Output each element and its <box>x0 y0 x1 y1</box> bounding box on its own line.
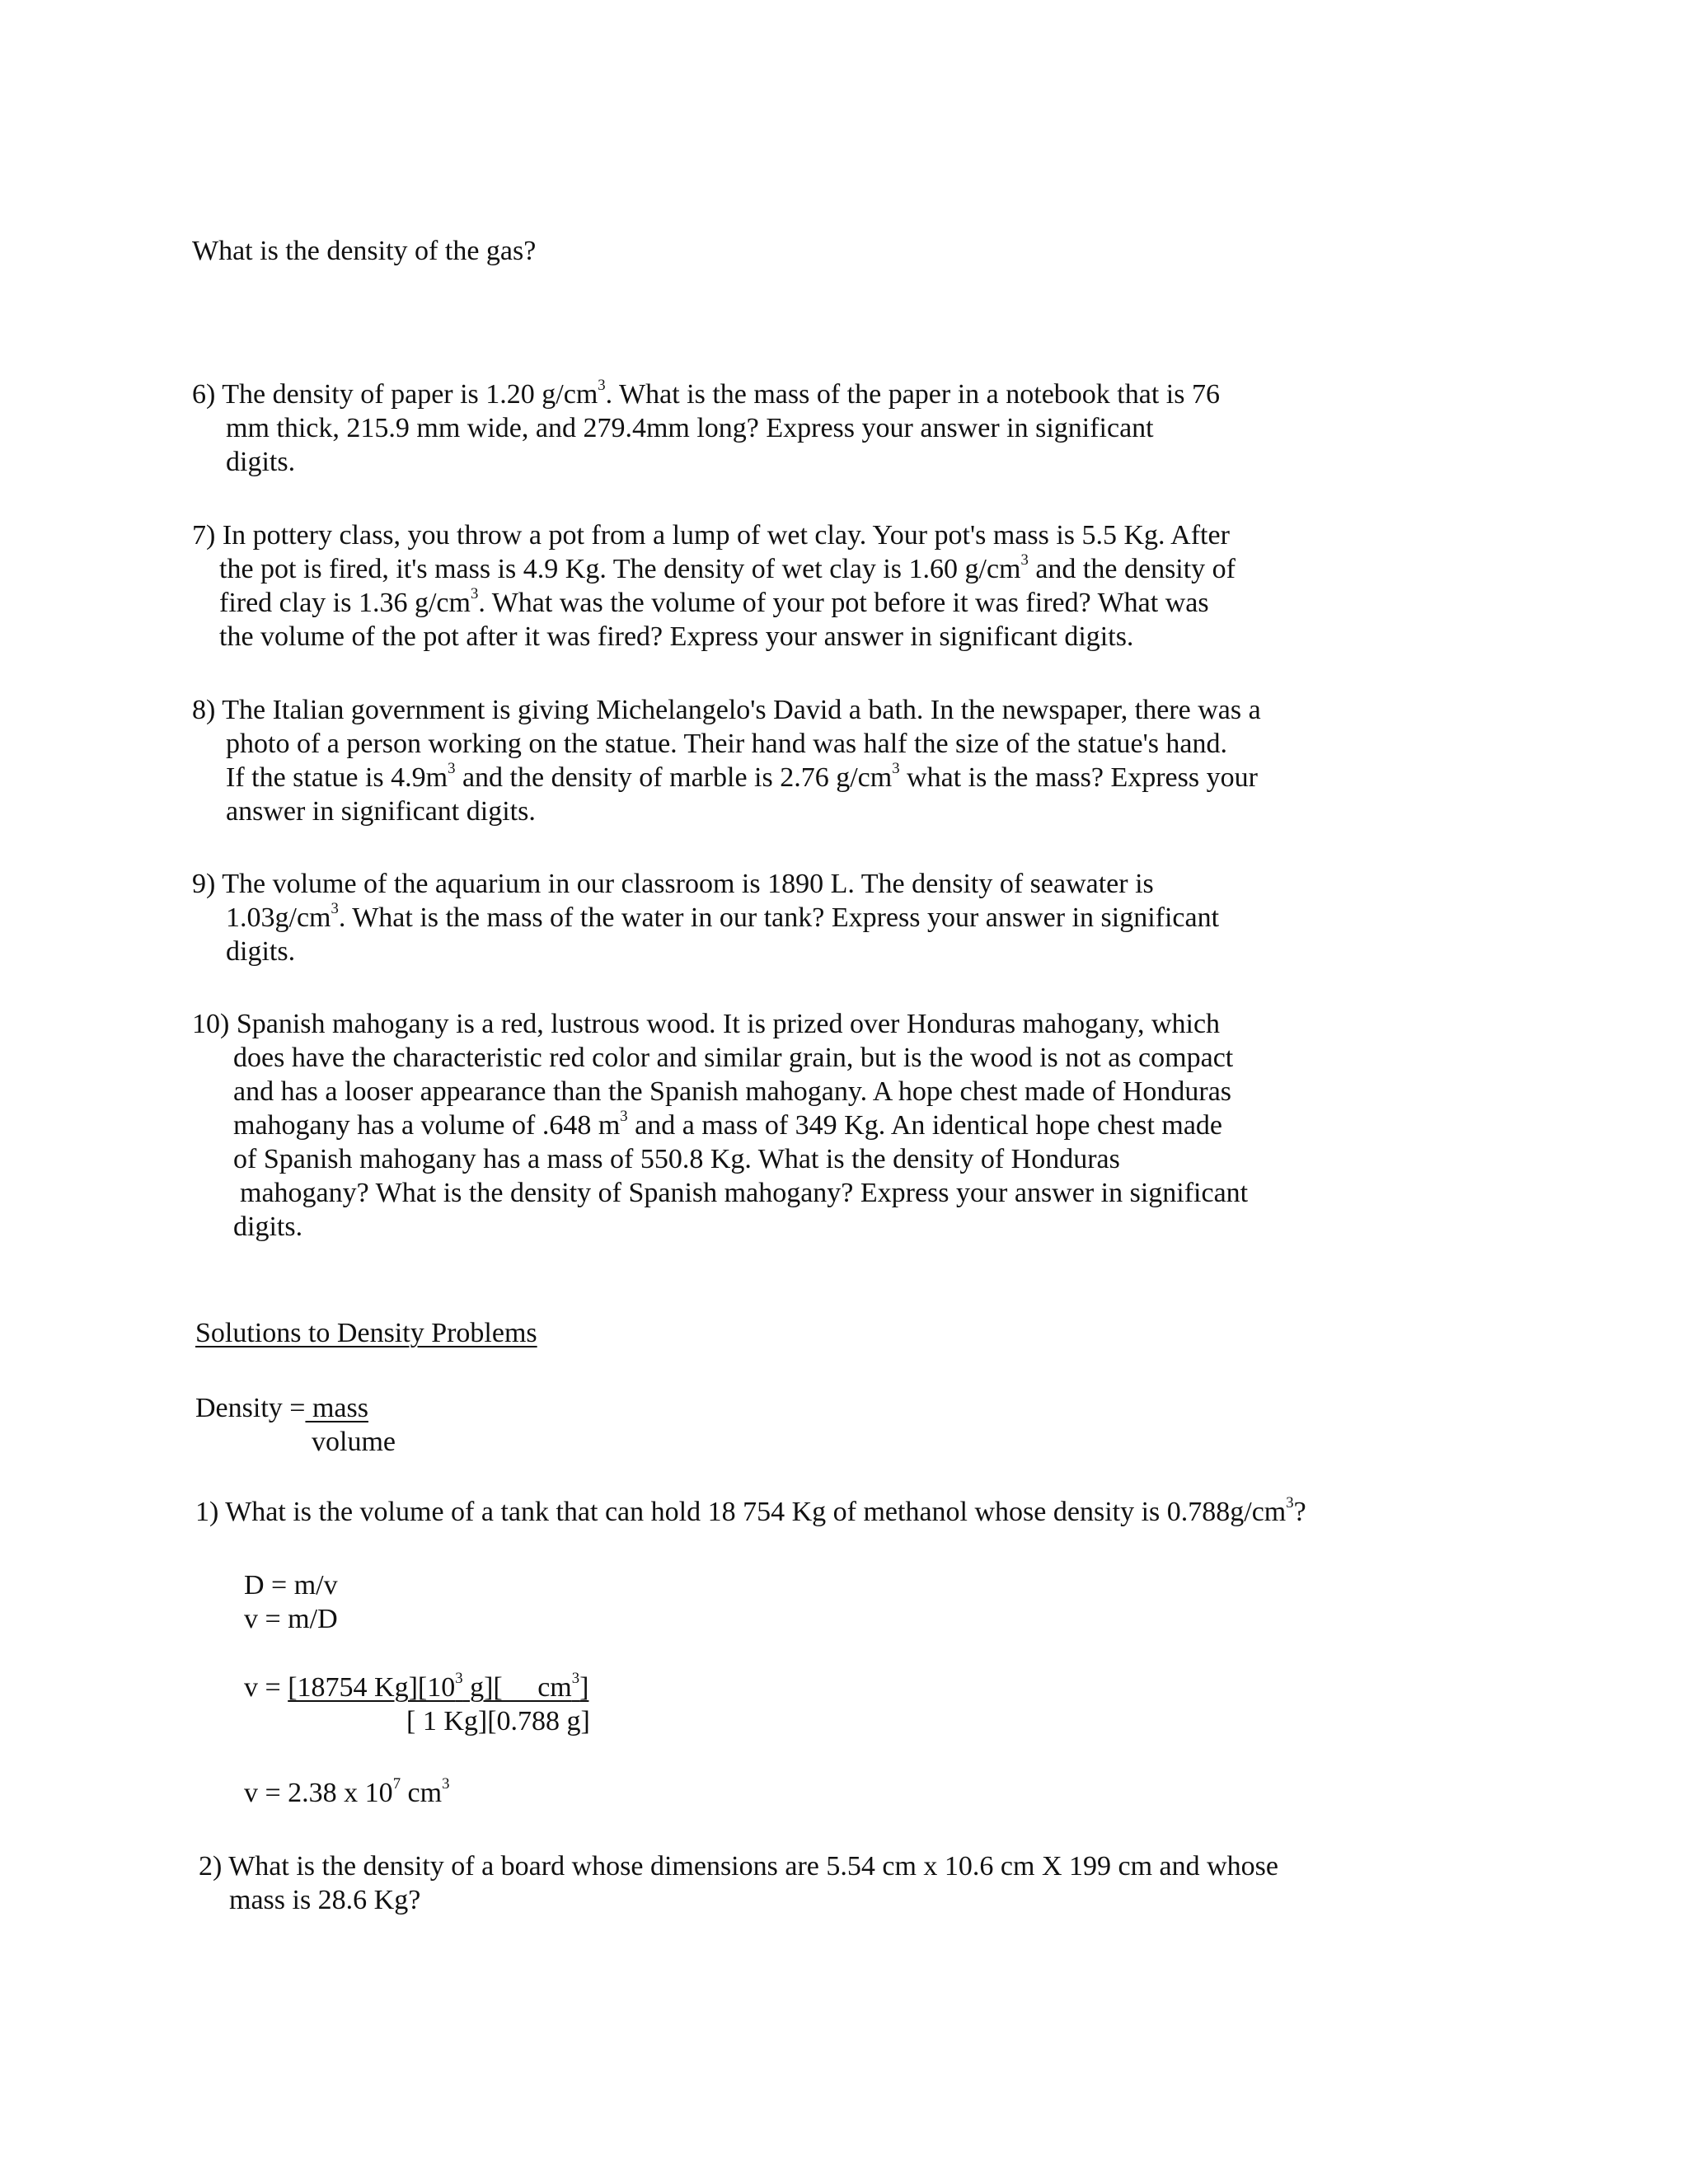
problem-10-line-6: mahogany? What is the density of Spanish mahogany? Express your answer in significant <box>240 1178 1249 1208</box>
solution-1-answer: v = 2.38 x $10^7$ $cm^3$ <box>244 1775 450 1808</box>
solution-1-eq-1: D = m/v <box>244 1570 338 1601</box>
problem-9-line-1: 9) The volume of the aquarium in our classroom is 1890 L. The density of seawater is <box>192 869 1154 899</box>
solutions-heading: Solutions to Density Problems <box>195 1318 537 1348</box>
density-formula-denominator: volume <box>312 1427 396 1457</box>
solution-1-question: 1) What is the volume of a tank that can hold 18 754 Kg of methanol whose density is $0.788g/cm^3$? <box>195 1494 1306 1527</box>
problem-6-line-2: mm thick, 215.9 mm wide, and 279.4mm long? Express your answer in significant <box>226 413 1154 443</box>
problem-10-line-7: digits. <box>233 1212 303 1242</box>
problem-8-line-4: answer in significant digits. <box>226 796 536 827</box>
problem-8-line-2: photo of a person working on the statue. Their hand was half the size of the statue's hand. <box>226 729 1228 759</box>
solution-1-calc-denominator: [ 1 Kg][0.788 g] <box>406 1706 590 1736</box>
problem-10-line-5: of Spanish mahogany has a mass of 550.8 Kg. What is the density of Honduras <box>233 1144 1120 1174</box>
problem-6-line-1: 6) The density of paper is 1.20 $g/cm^3$. What is the mass of the paper in a notebook that is 76 <box>192 377 1220 410</box>
problem-9-line-3: digits. <box>226 936 296 967</box>
problem-10-line-4: mahogany has a volume of .648 $m^3$ and a mass of 349 Kg. An identical hope chest made <box>233 1108 1223 1141</box>
problem-10-line-2: does have the characteristic red color and similar grain, but is the wood is not as compact <box>233 1043 1234 1073</box>
density-formula: Density = mass <box>195 1393 368 1423</box>
solution-1-eq-2: v = m/D <box>244 1604 338 1634</box>
problem-10-line-1: 10) Spanish mahogany is a red, lustrous wood. It is prized over Honduras mahogany, which <box>192 1009 1221 1039</box>
problem-7-line-1: 7) In pottery class, you throw a pot from a lump of wet clay. Your pot's mass is 5.5 Kg. After <box>192 520 1230 551</box>
problem-8-line-3: If the statue is $4.9m^3$ and the density of marble is 2.76 $g/cm^3$ what is the mass? Express your <box>226 760 1258 793</box>
problem-8-line-1: 8) The Italian government is giving Michelangelo's David a bath. In the newspaper, there was a <box>192 695 1261 725</box>
problem-9-line-2: $1.03g/cm^3$. What is the mass of the water in our tank? Express your answer in significant <box>226 900 1220 933</box>
solution-1-calc-numerator: v = [18754 $Kg][10^3$ g][ $cm^3$] <box>244 1670 589 1703</box>
solution-2-line-1: 2) What is the density of a board whose dimensions are 5.54 cm x 10.6 cm X 199 cm and whose <box>199 1851 1278 1882</box>
problem-10-line-3: and has a looser appearance than the Spanish mahogany. A hope chest made of Honduras <box>233 1076 1232 1107</box>
solution-2-line-2: mass is 28.6 Kg? <box>229 1885 421 1915</box>
problem-7-line-4: the volume of the pot after it was fired? Express your answer in significant digits. <box>219 621 1134 652</box>
problem-6-line-3: digits. <box>226 447 296 477</box>
problem-7-line-3: fired clay is 1.36 $g/cm^3$. What was the volume of your pot before it was fired? What was <box>219 585 1209 618</box>
intro-question: What is the density of the gas? <box>192 236 537 266</box>
problem-7-line-2: the pot is fired, it's mass is 4.9 Kg. The density of wet clay is 1.60 $g/cm^3$ and the density of <box>219 551 1236 584</box>
